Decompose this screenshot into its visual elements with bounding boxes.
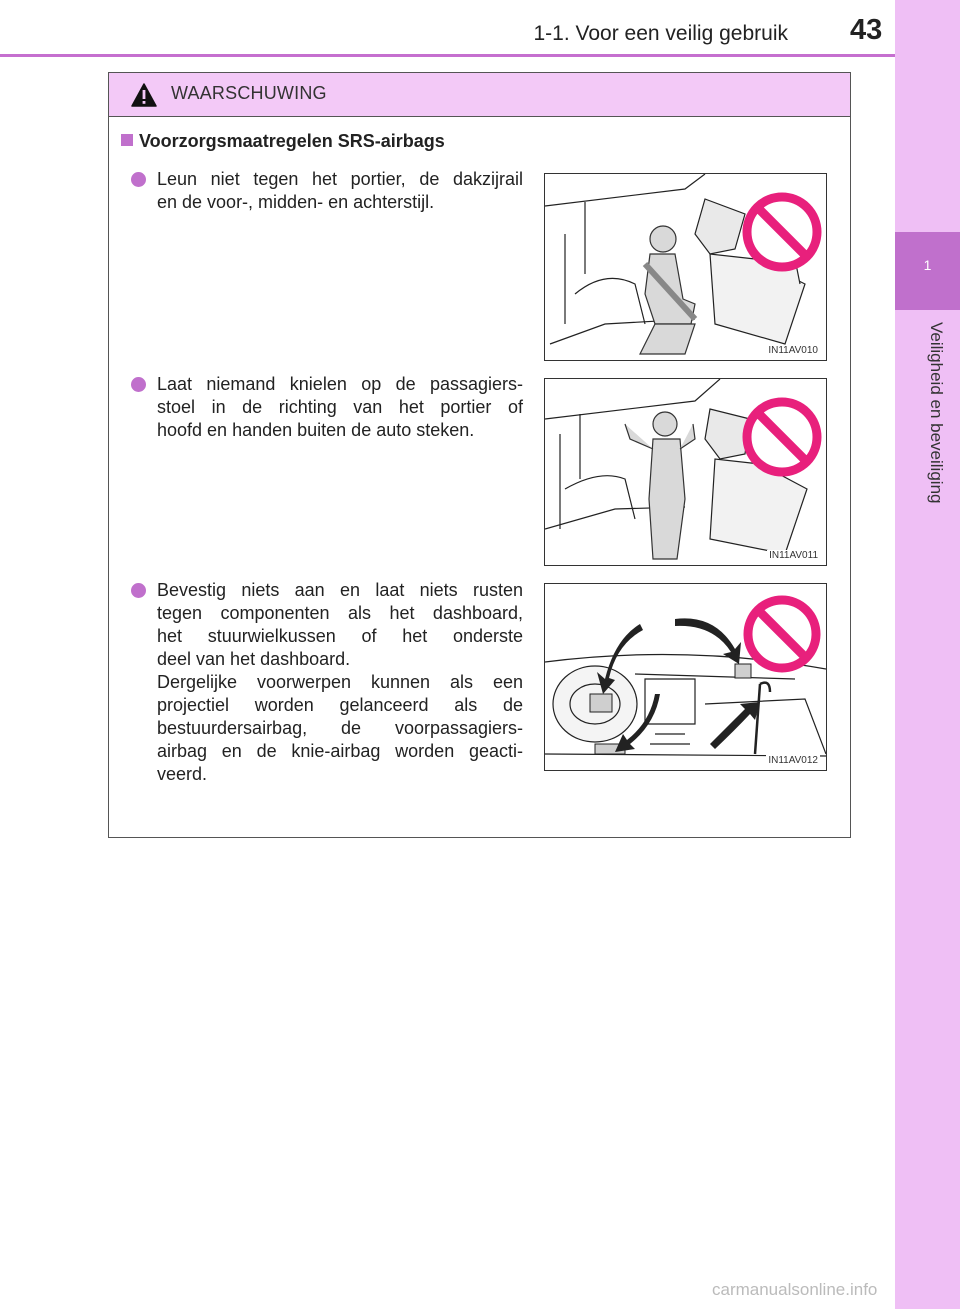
text-line: het stuurwielkussen of het onderste — [157, 626, 523, 646]
subsection-title-text: Voorzorgsmaatregelen SRS-airbags — [139, 131, 445, 151]
list-item-text — [157, 373, 523, 442]
watermark: carmanualsonline.info — [712, 1280, 878, 1299]
illustration-leaning-on-door — [544, 173, 827, 361]
page-number: 43 — [850, 14, 883, 46]
text-line: Leun niet tegen het portier, de dakzijrail — [157, 169, 523, 189]
text-line: Bevestig niets aan en laat niets rusten — [157, 580, 523, 600]
text-line: projectiel worden gelanceerd als de — [157, 695, 523, 715]
chapter-tab[interactable] — [895, 232, 960, 310]
illustration-kneeling-on-seat — [544, 378, 827, 566]
bullet-icon — [131, 377, 146, 392]
text-line: Laat niemand knielen op de passagiers- — [157, 374, 523, 394]
text-line: Dergelijke voorwerpen kunnen als een — [157, 672, 523, 692]
subsection-title — [121, 131, 445, 152]
illustration-dashboard-objects — [544, 583, 827, 771]
text-line: stoel in de richting van het portier of — [157, 397, 523, 417]
list-item-text — [157, 168, 523, 214]
text-line: hoofd en handen buiten de auto steken. — [157, 420, 475, 440]
list-item — [131, 579, 523, 786]
list-item-text — [157, 579, 523, 786]
bullet-icon — [131, 172, 146, 187]
list-item — [131, 373, 523, 442]
illustration-code: IN11AV012 — [768, 755, 818, 766]
warning-box — [108, 72, 851, 838]
section-title: 1-1. Voor een veilig gebruik — [533, 22, 788, 45]
text-line: en de voor-, midden- en achterstijl. — [157, 192, 435, 212]
text-line: airbag en de knie-airbag worden geacti- — [157, 741, 523, 761]
text-line: deel van het dashboard. — [157, 649, 351, 669]
illustration-code: IN11AV010 — [768, 345, 818, 356]
text-line: tegen componenten als het dashboard, — [157, 603, 523, 623]
warning-triangle-icon — [131, 83, 157, 107]
text-line: veerd. — [157, 764, 208, 784]
chapter-number: 1 — [923, 257, 932, 273]
bullet-icon — [131, 583, 146, 598]
list-item — [131, 168, 523, 214]
header-rule — [0, 54, 895, 57]
chapter-title: Veiligheid en beveiliging — [927, 322, 946, 504]
illustration-code: IN11AV011 — [769, 550, 818, 561]
text-line: bestuurdersairbag, de voorpassagiers- — [157, 718, 523, 738]
warning-header — [109, 73, 850, 117]
chapter-sidebar — [895, 0, 960, 1309]
square-bullet-icon — [121, 134, 133, 146]
warning-label: WAARSCHUWING — [171, 83, 327, 103]
